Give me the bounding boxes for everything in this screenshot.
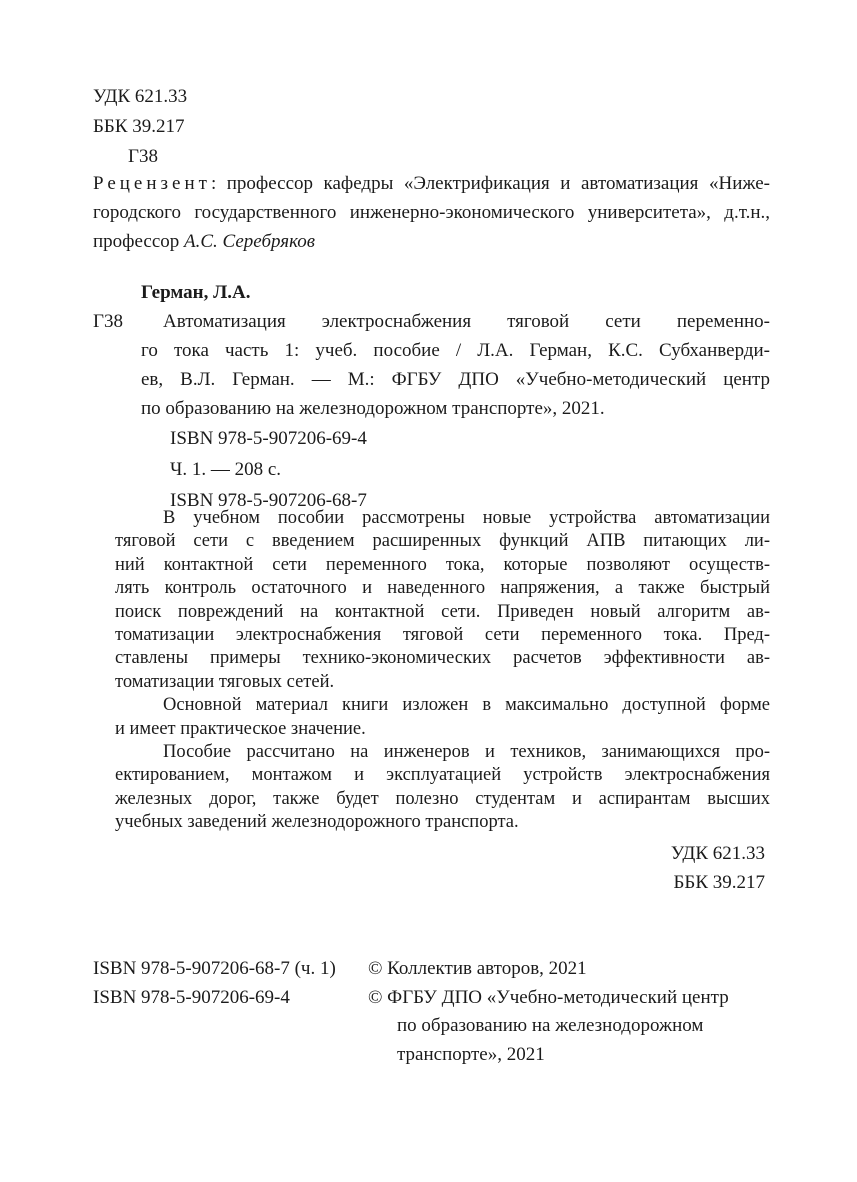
text-line: ев, В.Л. Герман. — М.: ФГБУ ДПО «Учебно-методический центр: [141, 369, 770, 390]
footer-isbn-block: [93, 955, 336, 1012]
text-line: ISBN 978-5-907206-69-4: [170, 428, 367, 449]
text-line: © Коллектив авторов, 2021: [368, 958, 587, 979]
text-line: Ч. 1. — 208 с.: [170, 459, 282, 480]
bib-margin-code: Г38: [93, 311, 123, 332]
text-line: ставлены примеры технико-экономических расчетов эффективности ав-: [115, 648, 770, 669]
reviewer-text: : профессор кафедры «Электрификация и автоматизация «Ниже-: [210, 173, 770, 194]
bib-author-heading: Герман, Л.А.: [141, 282, 251, 303]
text-line: учебных заведений железнодорожного транспорта.: [115, 812, 519, 833]
text-line: В учебном пособии рассмотрены новые устройства автоматизации: [163, 508, 770, 528]
bbk-code: ББК 39.217: [93, 116, 185, 137]
text-line: Пособие рассчитано на инженеров и техников, занимающихся про-: [163, 742, 770, 763]
annotation-paragraph-3: [115, 741, 770, 835]
reviewer-name: А.С. Серебряков: [184, 231, 316, 252]
top-codes-block: [93, 82, 187, 172]
copyright-entry-publisher: [368, 984, 780, 1070]
text-line: лять контроль остаточного и наведенного напряжения, а также быстрый: [115, 578, 770, 599]
text-line: ектированием, монтажом и эксплуатацией устройств электроснабжения: [115, 765, 770, 786]
reviewer-paragraph: [93, 169, 770, 256]
text-line: ISBN 978-5-907206-69-4: [93, 986, 290, 1008]
annotation-block: [115, 507, 770, 835]
text-line: по образованию на железнодорожном транспорте», 2021.: [141, 398, 605, 419]
text-line: тяговой сети с введением расширенных функций АПВ питающих ли-: [115, 531, 770, 552]
author-sign-code: Г38: [128, 146, 158, 167]
text-line: томатизации тяговых сетей.: [115, 671, 335, 692]
reviewer-line: городского государственного инженерно-экономического университета», д.т.н.,: [93, 202, 770, 223]
annotation-paragraph-2: [115, 694, 770, 741]
text-line: томатизации электроснабжения тяговой сети переменного тока. Пред-: [115, 625, 770, 646]
text-line: го тока часть 1: учеб. пособие / Л.А. Герман, К.С. Субханверди-: [141, 340, 770, 361]
text-line: © ФГБУ ДПО «Учебно-методический центр: [368, 986, 729, 1008]
text-line: ISBN 978-5-907206-68-7: [170, 490, 367, 511]
bottom-codes-block: [93, 840, 765, 897]
text-line: Основной материал книги изложен в максимально доступной форме: [163, 695, 770, 716]
bbk-code-bottom: ББК 39.217: [673, 871, 765, 893]
udk-code-bottom: УДК 621.33: [670, 843, 765, 864]
reviewer-label: Рецензент: [93, 173, 211, 194]
udk-code: УДК 621.33: [93, 86, 188, 107]
text-line: поиск повреждений на контактной сети. Приведен новый алгоритм ав-: [115, 601, 770, 622]
text-line: ISBN 978-5-907206-68-7 (ч. 1): [93, 958, 336, 979]
text-line: по образованию на железнодорожном: [397, 1015, 704, 1036]
bib-description: [141, 307, 770, 423]
text-line: Автоматизация электроснабжения тяговой сети переменно-: [163, 311, 770, 332]
text-line: и имеет практическое значение.: [115, 718, 366, 739]
bibliographic-entry: [93, 278, 770, 423]
reviewer-text: профессор: [93, 231, 185, 252]
text-line: железных дорог, также будет полезно студентам и аспирантам высших: [115, 788, 770, 809]
text-line: транспорте», 2021: [397, 1043, 545, 1065]
annotation-paragraph-1: [115, 507, 770, 694]
copyright-block: [368, 955, 780, 1069]
text-line: ний контактной сети переменного тока, которые позволяют осуществ-: [115, 554, 770, 575]
reviewer-line: [93, 169, 770, 198]
reviewer-line: [93, 227, 770, 256]
copyright-entry-authors: [368, 955, 780, 984]
bib-isbn-block: [170, 423, 367, 516]
